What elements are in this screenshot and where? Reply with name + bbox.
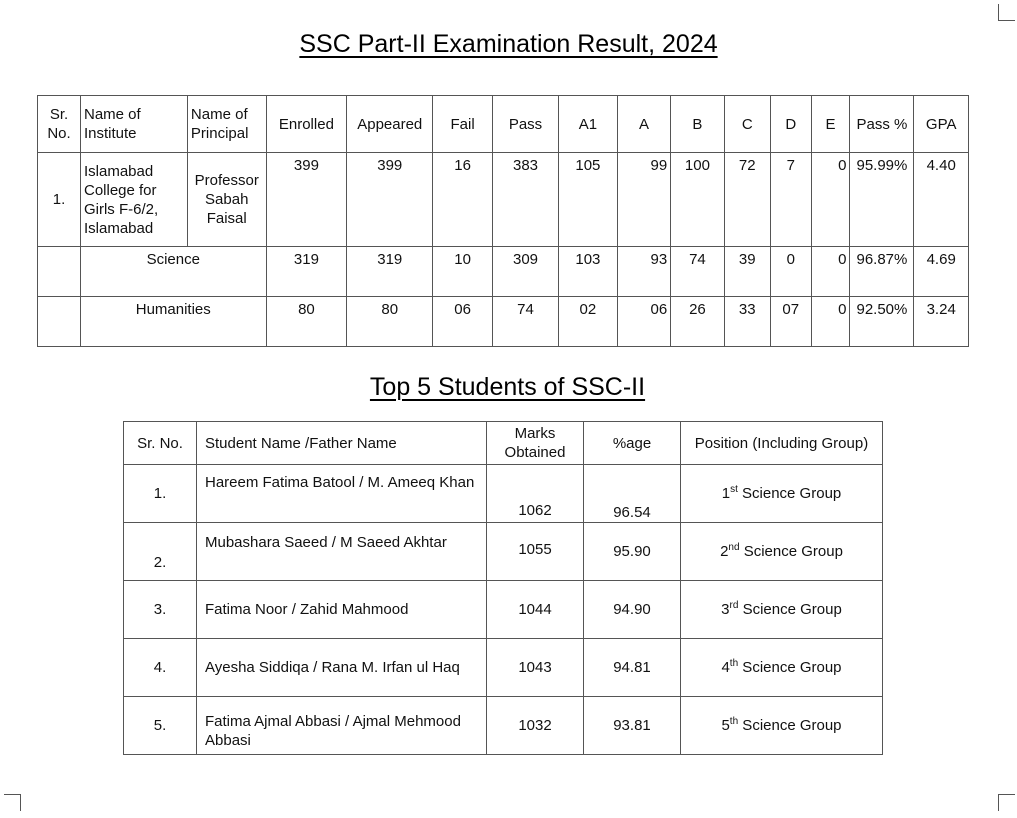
- marks-cell: 1062: [487, 465, 584, 523]
- sr-no-cell: 3.: [124, 581, 197, 639]
- b-cell: 26: [671, 297, 724, 347]
- table-row: [124, 581, 883, 639]
- student-name-cell: Hareem Fatima Batool / M. Ameeq Khan: [197, 465, 487, 523]
- position-number: 3: [721, 601, 730, 618]
- institute-cell: Islamabad College for Girls F-6/2, Islamabad: [80, 153, 187, 247]
- c-cell: 39: [724, 247, 770, 297]
- student-name-cell: Fatima Ajmal Abbasi / Ajmal Mehmood Abbasi: [197, 697, 487, 755]
- position-cell: [681, 639, 883, 697]
- table-row: [38, 153, 969, 247]
- gpa-cell: 3.24: [914, 297, 969, 347]
- sr-no-cell: [38, 297, 81, 347]
- pass-pct-cell: 96.87%: [850, 247, 914, 297]
- header-percentage: %age: [584, 422, 681, 465]
- position-cell: [681, 523, 883, 581]
- header-gpa: GPA: [914, 96, 969, 153]
- position-group: Science Group: [739, 543, 843, 560]
- header-a: A: [617, 96, 670, 153]
- header-institute: Name of Institute: [80, 96, 187, 153]
- page-corner-mark: [998, 794, 1015, 811]
- pass-cell: 309: [492, 247, 558, 297]
- percentage-cell: 93.81: [584, 697, 681, 755]
- pass-cell: 74: [492, 297, 558, 347]
- header-c: C: [724, 96, 770, 153]
- pass-cell: 383: [492, 153, 558, 247]
- position-cell: [681, 465, 883, 523]
- sr-no-cell: 2.: [124, 523, 197, 581]
- top-students-table: [123, 421, 883, 755]
- enrolled-cell: 80: [266, 297, 347, 347]
- a-cell: 99: [617, 153, 670, 247]
- gpa-cell: 4.40: [914, 153, 969, 247]
- position-group: Science Group: [738, 717, 842, 734]
- header-student-name: Student Name /Father Name: [197, 422, 487, 465]
- header-enrolled: Enrolled: [266, 96, 347, 153]
- position-group: Science Group: [737, 485, 842, 502]
- position-number: 1: [721, 485, 731, 502]
- student-name-cell: Fatima Noor / Zahid Mahmood: [197, 581, 487, 639]
- marks-cell: 1055: [487, 523, 584, 581]
- group-cell: Science: [80, 247, 266, 297]
- position-number: 5: [721, 717, 730, 734]
- header-position: Position (Including Group): [681, 422, 883, 465]
- e-cell: 0: [811, 297, 850, 347]
- marks-cell: 1043: [487, 639, 584, 697]
- pass-pct-cell: 95.99%: [850, 153, 914, 247]
- table-row: [38, 297, 969, 347]
- c-cell: 33: [724, 297, 770, 347]
- d-cell: 07: [770, 297, 811, 347]
- b-cell: 74: [671, 247, 724, 297]
- student-name-cell: Ayesha Siddiqa / Rana M. Irfan ul Haq: [197, 639, 487, 697]
- percentage-cell: 96.54: [584, 465, 681, 523]
- enrolled-cell: 319: [266, 247, 347, 297]
- fail-cell: 06: [433, 297, 493, 347]
- position-group: Science Group: [738, 601, 842, 618]
- results-table: [37, 95, 969, 347]
- a-cell: 93: [617, 247, 670, 297]
- sr-no-cell: 5.: [124, 697, 197, 755]
- appeared-cell: 399: [347, 153, 433, 247]
- table-header-row: [38, 96, 969, 153]
- position-suffix: st: [730, 484, 738, 495]
- header-d: D: [770, 96, 811, 153]
- position-cell: [681, 697, 883, 755]
- header-sr-no: Sr. No.: [38, 96, 81, 153]
- appeared-cell: 80: [347, 297, 433, 347]
- table-row: [124, 697, 883, 755]
- position-number: 2: [720, 543, 729, 560]
- a1-cell: 02: [559, 297, 618, 347]
- page-title: SSC Part-II Examination Result, 2024: [299, 30, 718, 58]
- d-cell: 0: [770, 247, 811, 297]
- c-cell: 72: [724, 153, 770, 247]
- e-cell: 0: [811, 153, 850, 247]
- sr-no-cell: 4.: [124, 639, 197, 697]
- principal-cell: Professor Sabah Faisal: [187, 153, 266, 247]
- table-row: [124, 523, 883, 581]
- sr-no-cell: 1.: [124, 465, 197, 523]
- student-name-cell: Mubashara Saeed / M Saeed Akhtar: [197, 523, 487, 581]
- header-a1: A1: [559, 96, 618, 153]
- header-fail: Fail: [433, 96, 493, 153]
- marks-cell: 1044: [487, 581, 584, 639]
- pass-pct-cell: 92.50%: [850, 297, 914, 347]
- table-row: [124, 465, 883, 523]
- sr-no-cell: 1.: [38, 153, 81, 247]
- a1-cell: 105: [559, 153, 618, 247]
- a1-cell: 103: [559, 247, 618, 297]
- table-row: [38, 247, 969, 297]
- position-number: 4: [721, 659, 730, 676]
- marks-cell: 1032: [487, 697, 584, 755]
- header-appeared: Appeared: [347, 96, 433, 153]
- e-cell: 0: [811, 247, 850, 297]
- b-cell: 100: [671, 153, 724, 247]
- sr-no-cell: [38, 247, 81, 297]
- table-row: [124, 639, 883, 697]
- position-suffix: nd: [728, 542, 740, 553]
- header-principal: Name of Principal: [187, 96, 266, 153]
- header-b: B: [671, 96, 724, 153]
- header-sr-no: Sr. No.: [124, 422, 197, 465]
- header-pass-pct: Pass %: [850, 96, 914, 153]
- position-cell: [681, 581, 883, 639]
- a-cell: 06: [617, 297, 670, 347]
- header-pass: Pass: [492, 96, 558, 153]
- d-cell: 7: [770, 153, 811, 247]
- appeared-cell: 319: [347, 247, 433, 297]
- enrolled-cell: 399: [266, 153, 347, 247]
- header-e: E: [811, 96, 850, 153]
- header-marks: Marks Obtained: [487, 422, 584, 465]
- percentage-cell: 94.81: [584, 639, 681, 697]
- table-header-row: [124, 422, 883, 465]
- percentage-cell: 95.90: [584, 523, 681, 581]
- gpa-cell: 4.69: [914, 247, 969, 297]
- page-corner-mark: [4, 794, 21, 811]
- section-title: Top 5 Students of SSC-II: [369, 373, 646, 401]
- position-suffix: rd: [729, 600, 739, 611]
- percentage-cell: 94.90: [584, 581, 681, 639]
- group-cell: Humanities: [80, 297, 266, 347]
- fail-cell: 10: [433, 247, 493, 297]
- position-group: Science Group: [738, 659, 842, 676]
- fail-cell: 16: [433, 153, 493, 247]
- position-suffix: th: [729, 716, 739, 727]
- page-corner-mark: [998, 4, 1015, 21]
- position-suffix: th: [729, 658, 739, 669]
